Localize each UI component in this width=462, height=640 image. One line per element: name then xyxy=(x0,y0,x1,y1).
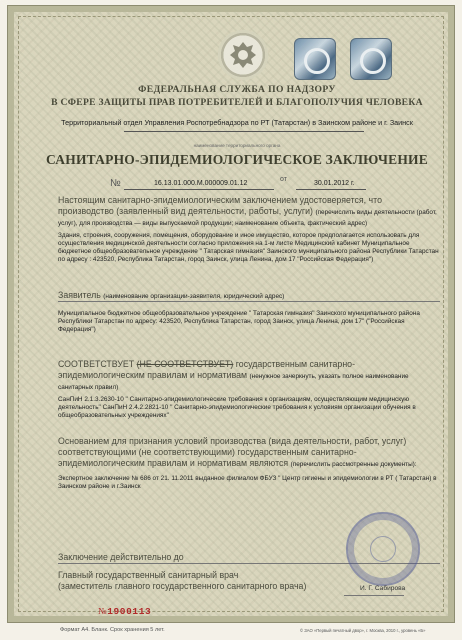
lead-text: Основанием для признания условий производства (вида деятельности, работ, услуг) соответствующими (не соответствующими) государственным санитарно-эпидемиологическим правилам и нормативам являются xyxy=(58,436,407,468)
section-applicant xyxy=(58,290,440,334)
lead-caption: (наименование организации-заявителя, юридический адрес) xyxy=(103,293,285,300)
section-lead xyxy=(58,359,440,392)
agency-line2: В СФЕРЕ ЗАЩИТЫ ПРАВ ПОТРЕБИТЕЛЕЙ И БЛАГОПОЛУЧИЯ ЧЕЛОВЕКА xyxy=(51,97,423,108)
number-sign: № xyxy=(110,178,121,189)
printer-note: © ЗАО «Первый печатный двор», г. Москва, 2010 г., уровень «Б» xyxy=(300,628,426,633)
production-description: Здания, строения, сооружения, помещения, оборудование и иное имущество, которое предполагается использовать для осуществления медицинской деятельности согласно приложения на 1-м листе Медицинский кабинет Муниципальное бюджетное общеобразовательное учреждение " Татарская гимназия" Заинского муниципального района Республики Татарстан по адресу : 423520, Республика Татарстан, город Заинск, улица Ленина, дом 17 "Российская Федерация") xyxy=(58,232,439,263)
conforms-label: СООТВЕТСТВУЕТ xyxy=(58,359,135,369)
underline xyxy=(124,189,274,190)
section-lead xyxy=(58,195,440,228)
territorial-caption: наименование территориального органа xyxy=(193,143,281,148)
date-prefix: от xyxy=(280,176,287,183)
document-number: 16.13.01.000.М.000009.01.12 xyxy=(154,180,248,187)
certificate-sheet xyxy=(8,6,454,622)
format-note: Формат А4. Бланк. Срок хранения 5 лет. xyxy=(60,627,165,633)
official-stamp-icon xyxy=(346,512,420,586)
state-emblem-icon xyxy=(218,30,268,80)
blank-serial-number xyxy=(98,606,151,617)
divider xyxy=(124,131,364,132)
agency-line1: ФЕДЕРАЛЬНАЯ СЛУЖБА ПО НАДЗОРУ xyxy=(138,84,336,95)
document-title: САНИТАРНО-ЭПИДЕМИОЛОГИЧЕСКОЕ ЗАКЛЮЧЕНИЕ xyxy=(46,152,428,167)
lead-text: Настоящим санитарно-эпидемиологическим заключением удостоверяется, что производство (заявленный вид деятельности, работы, услуги) xyxy=(58,195,382,216)
hologram-icon xyxy=(350,38,392,80)
lead-caption: (перечислить рассмотренные документы): xyxy=(290,461,417,468)
chief-deputy: (заместитель главного государственного санитарного врача) xyxy=(58,581,307,591)
lead-caption: (ненужное зачеркнуть, указать полное наименование санитарных правил) xyxy=(58,373,409,391)
signature-line xyxy=(344,595,404,596)
section-lead xyxy=(58,436,440,469)
document-date: 30.01.2012 г. xyxy=(314,180,355,187)
hologram-icon xyxy=(294,38,336,80)
valid-until: Заключение действительно до xyxy=(58,552,440,564)
underline xyxy=(296,189,366,190)
lead-text: государственным санитарно-эпидемиологическим правилам и нормативам xyxy=(58,359,355,380)
grounds-documents: Экспертное заключение № 686 от 21. 11.2011 выданное филиалом ФБУЗ " Центр гигиены и эпидемиологии в РТ ( Татарстан) в Заинском районе и г.Заинск xyxy=(58,475,437,490)
territorial-office: Территориальный отдел Управления Роспотребнадзора по РТ (Татарстан) в Заинском районе и г. Заинск xyxy=(61,118,413,127)
section-conformity xyxy=(58,359,440,420)
section-lead xyxy=(58,290,440,302)
serial-sign: № xyxy=(98,606,108,616)
lead-text: Заявитель xyxy=(58,290,101,300)
section-grounds xyxy=(58,436,440,491)
lead-caption: (перечислить виды деятельности (работ, услуг), для производства — виды выпускаемой продукции; наименование объекта, фактический адрес) xyxy=(58,209,437,227)
applicant-description: Муниципальное бюджетное общеобразовательное учреждение " Татарская гимназия" Заинского муниципального района Республики Татарстан по адресу: 423520, Республика Татарстан, город Заинск, улица Ленина, дом 17" ("Российская Федерация") xyxy=(58,310,420,333)
chief-title: Главный государственный санитарный врач xyxy=(58,570,239,580)
not-conforms-label: (НЕ СООТВЕТСТВУЕТ) xyxy=(136,359,234,369)
sanitary-rules: СанПиН 2.1.3.2630-10 " Санитарно-эпидемиологические требования к организациям, осуществляющим медицинскую деятельность" СанПиН 2.4.2.2821-10 " Санитарно-эпидемиологические требования к условиям организации обучения в общеобразовательных учреждениях" xyxy=(58,396,416,419)
signer-name: И. Г. Сабирова xyxy=(360,585,406,592)
serial-value: 1900113 xyxy=(107,606,152,617)
section-production xyxy=(58,195,440,264)
